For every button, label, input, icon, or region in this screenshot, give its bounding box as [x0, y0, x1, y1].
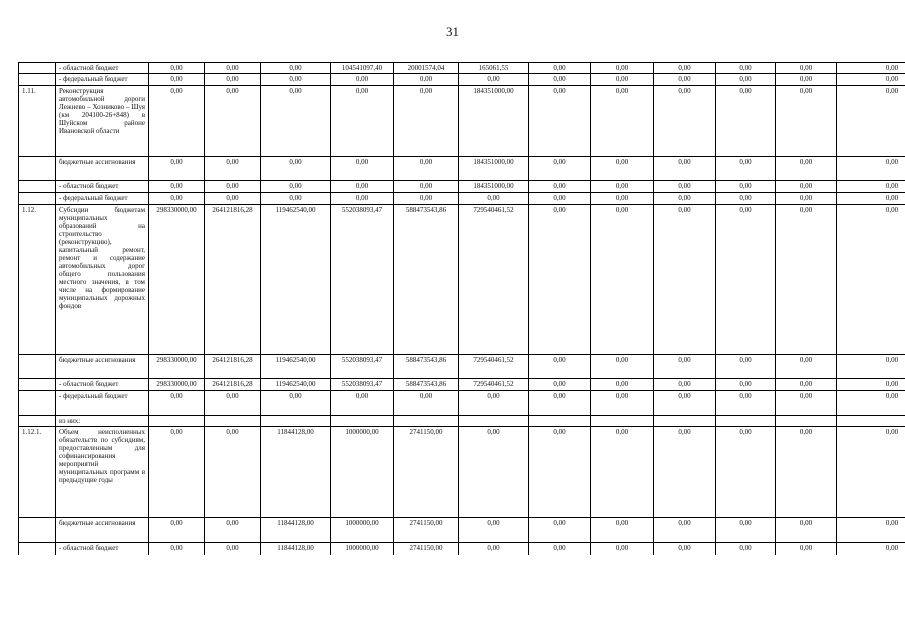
value-cell: 0,00	[149, 543, 205, 555]
row-label: - областной бюджет	[56, 379, 149, 391]
value-cell: 0,00	[716, 157, 776, 181]
value-cell: 0,00	[459, 543, 529, 555]
value-cell: 0,00	[529, 518, 591, 543]
value-cell: 0,00	[149, 193, 205, 205]
value-cell: 0,00	[716, 74, 776, 86]
row-index	[19, 518, 56, 543]
value-cell	[331, 416, 394, 427]
value-cell: 0,00	[776, 391, 837, 416]
page-number: 31	[446, 24, 459, 39]
value-cell: 0,00	[591, 379, 654, 391]
value-cell: 2741150,00	[394, 543, 459, 555]
value-cell: 0,00	[591, 427, 654, 518]
value-cell: 119462540,00	[261, 355, 331, 379]
value-cell: 0,00	[205, 86, 261, 157]
value-cell: 0,00	[837, 379, 905, 391]
value-cell: 0,00	[261, 391, 331, 416]
value-cell: 0,00	[837, 63, 905, 74]
value-cell: 0,00	[654, 63, 716, 74]
table-row	[19, 157, 905, 181]
value-cell: 0,00	[205, 543, 261, 555]
value-cell: 0,00	[776, 86, 837, 157]
value-cell: 0,00	[837, 157, 905, 181]
value-cell: 0,00	[149, 63, 205, 74]
table-row	[19, 416, 905, 427]
value-cell: 2741150,00	[394, 427, 459, 518]
value-cell: 0,00	[529, 543, 591, 555]
value-cell	[716, 416, 776, 427]
value-cell: 165061,55	[459, 63, 529, 74]
value-cell: 0,00	[261, 74, 331, 86]
value-cell: 0,00	[716, 181, 776, 193]
value-cell: 0,00	[591, 205, 654, 355]
value-cell: 0,00	[529, 391, 591, 416]
value-cell: 298330000,00	[149, 379, 205, 391]
value-cell: 0,00	[591, 355, 654, 379]
value-cell: 0,00	[837, 355, 905, 379]
row-label: бюджетные ассигнования	[56, 157, 149, 181]
value-cell: 0,00	[331, 157, 394, 181]
value-cell: 0,00	[716, 427, 776, 518]
value-cell: 0,00	[654, 543, 716, 555]
value-cell: 0,00	[837, 86, 905, 157]
value-cell: 0,00	[261, 63, 331, 74]
value-cell: 1000000,00	[331, 518, 394, 543]
value-cell: 0,00	[459, 193, 529, 205]
row-index: 1.12.	[19, 205, 56, 355]
value-cell: 0,00	[205, 63, 261, 74]
value-cell: 0,00	[149, 157, 205, 181]
value-cell: 729540461,52	[459, 205, 529, 355]
row-label: - областной бюджет	[56, 543, 149, 555]
value-cell: 0,00	[591, 543, 654, 555]
value-cell: 552038093,47	[331, 205, 394, 355]
value-cell: 0,00	[837, 193, 905, 205]
row-label: - федеральный бюджет	[56, 74, 149, 86]
row-index	[19, 355, 56, 379]
value-cell: 264121816,28	[205, 355, 261, 379]
value-cell: 0,00	[459, 391, 529, 416]
value-cell: 0,00	[837, 205, 905, 355]
value-cell: 0,00	[716, 518, 776, 543]
row-index: 1.12.1.	[19, 427, 56, 518]
row-index	[19, 181, 56, 193]
value-cell: 588473543,86	[394, 205, 459, 355]
value-cell	[394, 416, 459, 427]
row-label: - федеральный бюджет	[56, 193, 149, 205]
value-cell: 104541097,40	[331, 63, 394, 74]
value-cell: 0,00	[261, 193, 331, 205]
value-cell: 0,00	[716, 193, 776, 205]
value-cell: 0,00	[776, 74, 837, 86]
value-cell: 0,00	[261, 181, 331, 193]
row-label: Реконструкция автомобильной дороги Лежнево – Хозниково – Шуя (км 204100-26+848) в Шуйском районе Ивановской области	[56, 86, 149, 157]
value-cell: 1000000,00	[331, 543, 394, 555]
value-cell: 0,00	[529, 74, 591, 86]
value-cell: 0,00	[205, 181, 261, 193]
value-cell: 0,00	[149, 86, 205, 157]
value-cell: 184351000,00	[459, 86, 529, 157]
value-cell: 0,00	[654, 74, 716, 86]
value-cell: 0,00	[654, 518, 716, 543]
table-row	[19, 74, 905, 86]
value-cell: 0,00	[654, 86, 716, 157]
row-label: бюджетные ассигнования	[56, 355, 149, 379]
value-cell: 0,00	[205, 157, 261, 181]
value-cell: 0,00	[776, 379, 837, 391]
row-label: из них:	[56, 416, 149, 427]
value-cell: 0,00	[591, 391, 654, 416]
value-cell: 0,00	[716, 205, 776, 355]
value-cell: 0,00	[837, 543, 905, 555]
table-row	[19, 205, 905, 355]
value-cell	[205, 416, 261, 427]
value-cell	[149, 416, 205, 427]
value-cell: 0,00	[591, 157, 654, 181]
value-cell: 0,00	[654, 205, 716, 355]
value-cell: 11844128,00	[261, 543, 331, 555]
value-cell	[654, 416, 716, 427]
value-cell: 0,00	[149, 427, 205, 518]
row-index	[19, 543, 56, 555]
table-row	[19, 355, 905, 379]
value-cell: 0,00	[205, 518, 261, 543]
value-cell: 0,00	[394, 86, 459, 157]
value-cell: 298330000,00	[149, 205, 205, 355]
table-row	[19, 543, 905, 555]
value-cell: 0,00	[529, 427, 591, 518]
value-cell: 0,00	[654, 181, 716, 193]
value-cell: 0,00	[149, 74, 205, 86]
row-label: - областной бюджет	[56, 181, 149, 193]
value-cell	[776, 416, 837, 427]
value-cell: 0,00	[261, 157, 331, 181]
value-cell: 0,00	[837, 181, 905, 193]
value-cell: 0,00	[716, 543, 776, 555]
value-cell: 552038093,47	[331, 355, 394, 379]
value-cell: 0,00	[394, 193, 459, 205]
value-cell: 0,00	[654, 157, 716, 181]
value-cell: 1000000,00	[331, 427, 394, 518]
table-row	[19, 193, 905, 205]
value-cell: 0,00	[776, 543, 837, 555]
row-label: Объем неисполненных обязательств по субсидиям, предоставленным для софинансирования мероприятий муниципальных программ в предыдущие годы	[56, 427, 149, 518]
value-cell: 0,00	[205, 193, 261, 205]
value-cell: 0,00	[205, 74, 261, 86]
value-cell: 11844128,00	[261, 427, 331, 518]
value-cell: 0,00	[776, 355, 837, 379]
value-cell: 11844128,00	[261, 518, 331, 543]
value-cell: 298330000,00	[149, 355, 205, 379]
row-index	[19, 193, 56, 205]
value-cell	[261, 416, 331, 427]
value-cell: 0,00	[149, 181, 205, 193]
value-cell: 0,00	[205, 391, 261, 416]
row-label: Субсидии бюджетам муниципальных образований на строительство (реконструкцию), капитальный ремонт, ремонт и содержание автомобильных дорог общего пользования местного значения, в том числе на формирование муниципальных дорожных фондов	[56, 205, 149, 355]
value-cell: 0,00	[331, 181, 394, 193]
value-cell: 0,00	[837, 74, 905, 86]
value-cell: 0,00	[654, 355, 716, 379]
value-cell: 0,00	[591, 86, 654, 157]
value-cell: 119462540,00	[261, 205, 331, 355]
value-cell: 0,00	[529, 355, 591, 379]
value-cell: 20001574,04	[394, 63, 459, 74]
value-cell	[529, 416, 591, 427]
value-cell: 0,00	[529, 157, 591, 181]
table-row	[19, 427, 905, 518]
value-cell: 0,00	[591, 74, 654, 86]
value-cell: 0,00	[776, 427, 837, 518]
value-cell	[459, 416, 529, 427]
value-cell: 0,00	[776, 181, 837, 193]
value-cell: 0,00	[331, 86, 394, 157]
row-index	[19, 416, 56, 427]
value-cell: 0,00	[591, 181, 654, 193]
value-cell: 552038093,47	[331, 379, 394, 391]
value-cell: 264121816,28	[205, 205, 261, 355]
value-cell: 0,00	[837, 391, 905, 416]
value-cell: 0,00	[716, 86, 776, 157]
table-row	[19, 86, 905, 157]
value-cell: 0,00	[716, 379, 776, 391]
value-cell: 0,00	[654, 379, 716, 391]
value-cell: 0,00	[716, 355, 776, 379]
value-cell: 0,00	[331, 74, 394, 86]
value-cell: 0,00	[529, 205, 591, 355]
value-cell: 0,00	[459, 518, 529, 543]
value-cell: 0,00	[654, 391, 716, 416]
value-cell: 0,00	[591, 63, 654, 74]
value-cell: 0,00	[776, 63, 837, 74]
table-row	[19, 63, 905, 74]
row-index	[19, 379, 56, 391]
value-cell: 2741150,00	[394, 518, 459, 543]
value-cell: 0,00	[394, 157, 459, 181]
value-cell: 0,00	[459, 427, 529, 518]
value-cell: 0,00	[529, 379, 591, 391]
value-cell: 184351000,00	[459, 181, 529, 193]
value-cell: 0,00	[205, 427, 261, 518]
value-cell: 0,00	[261, 86, 331, 157]
table-row	[19, 379, 905, 391]
value-cell: 0,00	[529, 181, 591, 193]
value-cell: 0,00	[529, 193, 591, 205]
value-cell: 0,00	[716, 63, 776, 74]
value-cell: 0,00	[394, 181, 459, 193]
value-cell: 0,00	[331, 391, 394, 416]
row-index	[19, 391, 56, 416]
value-cell: 0,00	[716, 391, 776, 416]
value-cell: 264121816,28	[205, 379, 261, 391]
value-cell: 0,00	[591, 193, 654, 205]
table-row	[19, 391, 905, 416]
row-label: - федеральный бюджет	[56, 391, 149, 416]
value-cell: 0,00	[837, 518, 905, 543]
value-cell: 119462540,00	[261, 379, 331, 391]
value-cell: 0,00	[331, 193, 394, 205]
row-index	[19, 74, 56, 86]
value-cell: 0,00	[529, 63, 591, 74]
table-row	[19, 181, 905, 193]
value-cell: 0,00	[394, 391, 459, 416]
value-cell	[591, 416, 654, 427]
table-row	[19, 518, 905, 543]
value-cell: 0,00	[459, 74, 529, 86]
value-cell: 0,00	[776, 157, 837, 181]
value-cell: 0,00	[591, 518, 654, 543]
value-cell	[837, 416, 905, 427]
row-index	[19, 63, 56, 74]
value-cell: 0,00	[149, 518, 205, 543]
row-label: бюджетные ассигнования	[56, 518, 149, 543]
value-cell: 0,00	[654, 427, 716, 518]
value-cell: 729540461,52	[459, 379, 529, 391]
row-index: 1.11.	[19, 86, 56, 157]
value-cell: 0,00	[149, 391, 205, 416]
value-cell: 588473543,86	[394, 379, 459, 391]
row-label: - областной бюджет	[56, 63, 149, 74]
value-cell: 0,00	[776, 193, 837, 205]
value-cell: 0,00	[837, 427, 905, 518]
row-index	[19, 157, 56, 181]
value-cell: 588473543,86	[394, 355, 459, 379]
value-cell: 0,00	[776, 518, 837, 543]
value-cell: 0,00	[394, 74, 459, 86]
value-cell: 0,00	[654, 193, 716, 205]
budget-table	[18, 62, 905, 555]
value-cell: 0,00	[529, 86, 591, 157]
value-cell: 729540461,52	[459, 355, 529, 379]
value-cell: 184351000,00	[459, 157, 529, 181]
value-cell: 0,00	[776, 205, 837, 355]
